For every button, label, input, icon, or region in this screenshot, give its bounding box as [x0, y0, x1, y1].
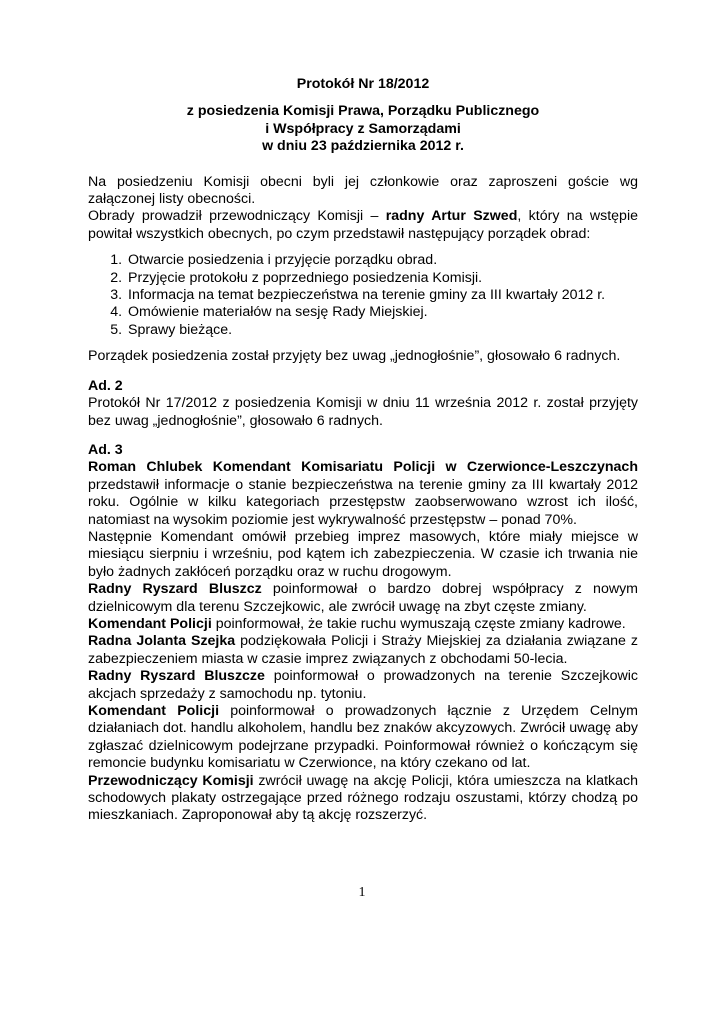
ad3-paragraph-chairman: [88, 773, 638, 825]
speaker-text: przedstawił informacje o stanie bezpieczeństwa na terenie gminy za III kwartały 2012 roku. Ogólnie w kilku kategoriach przestępstw zaobserwowano wzrost ich ilość, natomiast na wysokim poziomie jest wykrywalność przestępstw – ponad 70%.: [88, 476, 638, 528]
speaker-text: poinformował o prowadzonych na terenie Szczejkowic akcjach sprzedaży z samochodu np. tytoniu.: [88, 668, 639, 702]
document-subtitle: z posiedzenia Komisji Prawa, Porządku Publicznego i Współpracy z Samorządami w dniu 23 października 2012 r.: [186, 103, 540, 155]
ad3-paragraph-bluszcz: [88, 581, 638, 616]
speaker-name: Przewodniczący Komisji: [88, 772, 254, 789]
ad2-text: Protokół Nr 17/2012 z posiedzenia Komisji w dniu 11 września 2012 r. został przyjęty bez uwag „jednogłośnie”, głosowało 6 radnych.: [88, 395, 638, 429]
ad3-paragraph-police-report: [88, 459, 638, 529]
speaker-name: Komendant Policji: [88, 703, 220, 719]
section-heading-ad2: Ad. 2: [88, 377, 123, 394]
intro-text-cont: , który na wstępie powitał wszystkich obecnych, po czym przedstawił następujący porządek obrad:: [88, 208, 638, 242]
speaker-text: poinformował o bardzo dobrej współpracy z nowym dzielnicowym dla terenu Szczejkowic, ale zwrócił uwagę na zbyt częste zmiany.: [88, 581, 638, 615]
speaker-text: podziękowała Policji i Straży Miejskiej za działania związane z zabezpieczeniem miasta w czasie imprez związanych z obchodami 50-lecia.: [88, 633, 638, 667]
chair-name: radny Artur Szwed: [385, 208, 518, 225]
agenda-item: 3. Informacja na temat bezpieczeństwa na terenie gminy za III kwartały 2012 r.: [126, 287, 638, 304]
document-page: [88, 76, 638, 825]
agenda-vote-result: Porządek posiedzenia został przyjęty bez uwag „jednogłośnie”, głosowało 6 radnych.: [88, 348, 621, 365]
ad3-paragraph-szejka: [88, 633, 638, 668]
ad3-paragraph-bluszcze: [88, 668, 638, 703]
speaker-text: poinformował, że takie ruchu wymuszają częste zmiany kadrowe.: [211, 615, 626, 632]
agenda-item: 4. Omówienie materiałów na sesję Rady Miejskiej.: [126, 304, 638, 321]
ad3-paragraph-commander: [88, 616, 638, 633]
intro-text: Obrady prowadził przewodniczący Komisji –: [88, 208, 386, 225]
intro-paragraph-chair: [88, 208, 638, 243]
speaker-text: poinformował o prowadzonych łącznie z Urzędem Celnym działaniach dot. handlu alkoholem, handlu bez znaków akcyzowych. Zwrócił uwagę aby zgłaszać dzielnicowym podejrzane przypadki. Poinformował również o kończącym się remoncie budynku komisariatu w Czerwionce, na który czekano od lat.: [88, 703, 638, 772]
speaker-text: zwrócił uwagę na akcję Policji, która umieszcza na klatkach schodowych plakaty ostrzegające przed różnego rodzaju oszustami, którzy chodzą po mieszkaniach. Zaproponował aby tą akcję rozszerzyć.: [88, 772, 638, 824]
agenda-list: [88, 252, 638, 339]
speaker-name: Roman Chlubek Komendant Komisariatu Policji w Czerwionce-Leszczynach: [88, 459, 638, 476]
speaker-name: Radna Jolanta Szejka: [88, 633, 236, 650]
intro-paragraph-attendance: Na posiedzeniu Komisji obecni byli jej członkowie oraz zaproszeni goście wg załączonej listy obecności.: [88, 173, 638, 208]
agenda-item: 2. Przyjęcie protokołu z poprzedniego posiedzenia Komisji.: [126, 270, 638, 287]
speaker-name: Radny Ryszard Bluszcze: [88, 668, 265, 685]
document-title: Protokół Nr 18/2012: [296, 76, 430, 92]
page-number: 1: [358, 885, 366, 900]
agenda-item: 5. Sprawy bieżące.: [126, 322, 638, 339]
ad3-paragraph-events: Następnie Komendant omówił przebieg imprez masowych, które miały miejsce w miesiącu sierpniu i wrześniu, pod kątem ich zabezpieczenia. W czasie ich trwania nie było żadnych zakłóceń porządku oraz w ruchu drogowym.: [88, 528, 638, 580]
agenda-item: 1. Otwarcie posiedzenia i przyjęcie porządku obrad.: [126, 252, 638, 269]
ad3-paragraph-customs: [88, 703, 638, 773]
speaker-name: Radny Ryszard Bluszcz: [88, 581, 262, 598]
section-heading-ad3: Ad. 3: [88, 441, 123, 458]
speaker-name: Komendant Policji: [88, 615, 212, 632]
